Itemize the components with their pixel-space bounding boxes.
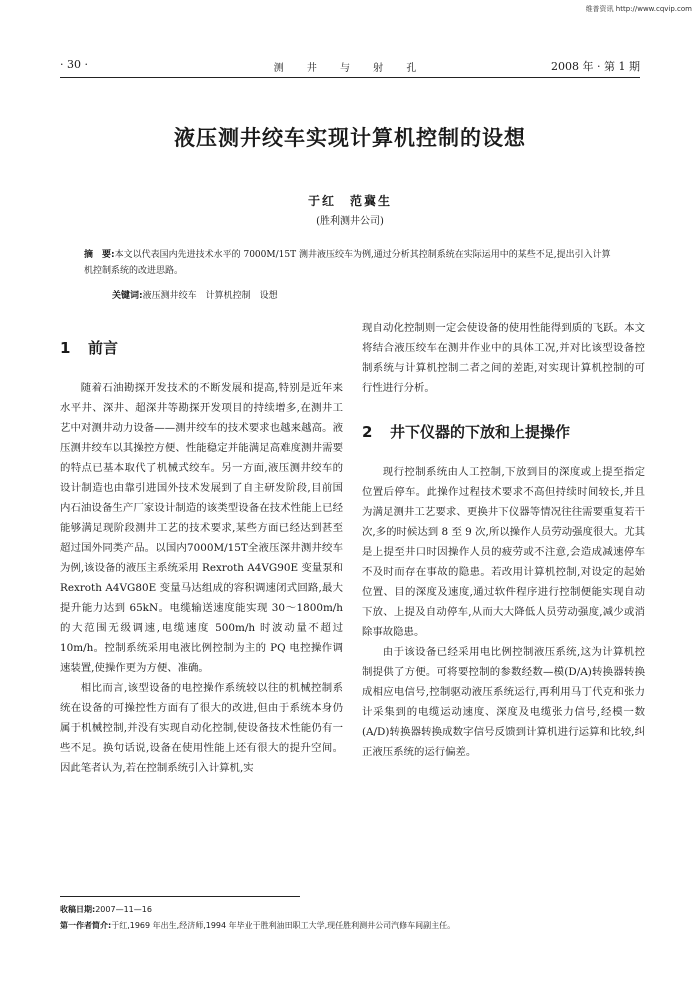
received-date xyxy=(60,904,152,915)
abstract-text: 本文以代表国内先进技术水平的 7000M/15T 测井液压绞车为例,通过分析其控制系统在实际运用中的某些不足,提出引入计算机控制系统的改进思路。 xyxy=(84,250,611,276)
section-1-number: 1 xyxy=(60,339,71,357)
author-bio-label: 第一作者简介: xyxy=(60,921,112,930)
affiliation: (胜利测井公司) xyxy=(316,216,384,227)
issue-number: 2008 年 · 第 1 期 xyxy=(551,60,640,73)
paragraph: 随着石油勘探开发技术的不断发展和提高,特别是近年来水平井、深井、超深井等勘探开发项目的持续增多,在测井工艺中对测井动力设备——测井绞车的技术要求也越来越高。液压测井绞车以其操控方便、性能稳定并能满足高难度测井需要的特点已基本取代了机械式绞车。另一方面,液压测井绞车的设计制造也由靠引进国外技术发展到了自主研发阶段,目前国内石油设备生产厂家设计制造的该类型设备在技术性能上已经能够满足现阶段测井工艺的技术要求,某些方面已经达到甚至超过国外同类产品。以国内7000M/15T全液压深井测井绞车为例,该设备的液压主系统采用 Rexroth A4VG90E 变量泵和 Rexroth A4VG80E 变量马达组成的容积调速闭式回路,最大提升能力达到 65kN。电缆输送速度能实现 30～1800m/h 的大范围无级调速,电缆速度 500m/h 时波动量不超过 10m/h。控制系统采用电液比例控制为主的 PQ 电控操作调速装置,使操作更为方便、准确。 xyxy=(60,382,343,674)
keywords xyxy=(112,288,278,301)
article-title: 液压测井绞车实现计算机控制的设想 xyxy=(174,126,526,150)
paragraph: 相比而言,该型设备的电控操作系统较以往的机械控制系统在设备的可操控性方面有了很大的改进,但由于系统本身仍属于机械控制,并没有实现自动化控制,使设备技术性能仍有一些不足。换句话说,设备在使用性能上还有很大的提升空间。因此笔者认为,若在控制系统引入计算机,实 xyxy=(60,682,343,774)
authors: 于红 范冀生 xyxy=(307,194,392,208)
left-column xyxy=(60,338,343,778)
section-2-heading xyxy=(362,422,645,442)
paragraph: 现自动化控制则一定会使设备的使用性能得到质的飞跃。本文将结合液压绞车在测井作业中的具体工况,并对比该型设备控制系统与计算机控制二者之间的差距,对实现计算机控制的可行性进行分析。 xyxy=(362,322,645,394)
watermark: 维普资讯 http://www.cqvip.com xyxy=(585,5,692,13)
abstract xyxy=(84,247,619,279)
footnote-rule xyxy=(60,896,300,897)
page-number: · 30 · xyxy=(60,58,88,71)
section-1-title: 前言 xyxy=(88,339,119,357)
received-label: 收稿日期: xyxy=(60,905,96,914)
keywords-text: 液压测井绞车 计算机控制 设想 xyxy=(142,291,278,301)
section-2-title: 井下仪器的下放和上提操作 xyxy=(390,423,571,441)
paragraph: 由于该设备已经采用电比例控制液压系统,这为计算机控制提供了方便。可将要控制的参数经数—模(D/A)转换器转换成相应电信号,控制驱动液压系统运行,再利用马丁代克和张力计采集到的电缆运动速度、深度及电缆张力信号,经模一数(A/D)转换器转换成数字信号反馈到计算机进行运算和比较,纠正液压系统的运行偏差。 xyxy=(362,646,645,758)
keywords-label: 关键词: xyxy=(112,291,143,301)
section-1-heading xyxy=(60,338,343,358)
header-rule xyxy=(60,77,640,78)
section-2-number: 2 xyxy=(362,423,373,441)
author-bio xyxy=(60,920,455,931)
paragraph: 现行控制系统由人工控制,下放到目的深度或上提至指定位置后停车。此操作过程技术要求不高但持续时间较长,并且为满足测井工艺要求、更换井下仪器等情况往往需要重复若干次,多的时候达到 8 至 9 次,所以操作人员劳动强度很大。尤其是上提至井口时因操作人员的疲劳或不注意,会造成减速停车不及时而存在事故的隐患。若改用计算机控制,对设定的起始位置、目的深度及速度,通过软件程序进行控制便能实现自动下放、上提及自动停车,从而大大降低人员劳动强度,减少或消除事故隐患。 xyxy=(362,466,645,638)
author-bio-text: 于红,1969 年出生,经济师,1994 年毕业于胜利油田职工大学,现任胜利测井公司汽修车间副主任。 xyxy=(111,921,456,930)
journal-name: 测 井 与 射 孔 xyxy=(273,63,427,74)
abstract-label: 摘 要: xyxy=(84,250,115,260)
right-column xyxy=(362,318,645,762)
received-value: 2007—11—16 xyxy=(95,905,152,914)
